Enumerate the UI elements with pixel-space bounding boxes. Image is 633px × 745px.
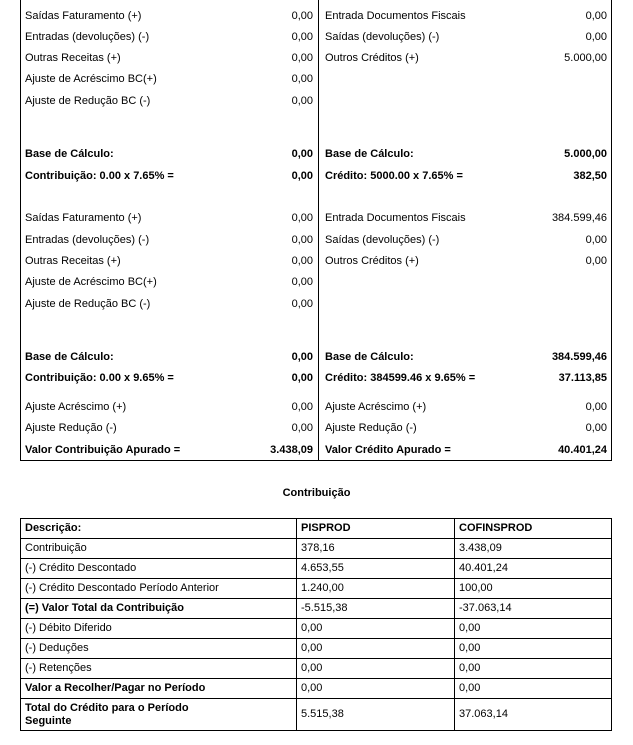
row-desc: Valor a Recolher/Pagar no Período (21, 679, 297, 699)
block-divider (318, 0, 319, 461)
adj-right-label-1: Ajuste Redução (-) (325, 422, 417, 434)
s1-credit-value: 382,50 (573, 170, 607, 182)
row-pis: 378,16 (297, 539, 455, 559)
adj-left-label-0: Ajuste Acréscimo (+) (25, 401, 127, 413)
row-desc: (-) Crédito Descontado Período Anterior (21, 579, 297, 599)
s2-right-value-0: 384.599,46 (551, 212, 607, 224)
row-desc: Contribuição (21, 539, 297, 559)
s2-credit-value: 37.113,85 (558, 372, 607, 384)
total-contribution-value: 3.438,09 (270, 444, 313, 456)
table-row (21, 559, 612, 579)
s1-left-label-0: Saídas Faturamento (+) (25, 10, 142, 22)
s2-right-value-2: 0,00 (585, 255, 607, 267)
s2-right-label-1: Saídas (devoluções) (-) (325, 234, 440, 246)
s2-left-value-1: 0,00 (291, 234, 313, 246)
row-cofins: 40.401,24 (455, 559, 612, 579)
s2-left-value-3: 0,00 (291, 276, 313, 288)
total-credit-value: 40.401,24 (558, 444, 607, 456)
row-desc: (=) Valor Total da Contribuição (21, 599, 297, 619)
row-cofins: -37.063,14 (455, 599, 612, 619)
adj-right-value-0: 0,00 (585, 401, 607, 413)
s1-contrib-label: Contribuição: 0.00 x 7.65% = (25, 170, 174, 182)
s2-base-left-label: Base de Cálculo: (25, 351, 114, 363)
s1-base-left-value: 0,00 (291, 148, 313, 160)
s1-left-label-2: Outras Receitas (+) (25, 52, 121, 64)
adj-left-value-1: 0,00 (291, 422, 313, 434)
total-credit-label: Valor Crédito Apurado = (325, 444, 451, 456)
s1-credit-label: Crédito: 5000.00 x 7.65% = (325, 170, 463, 182)
contribuicao-table (20, 518, 612, 731)
s1-right-value-1: 0,00 (585, 31, 607, 43)
row-cofins: 0,00 (455, 619, 612, 639)
row-cofins: 0,00 (455, 659, 612, 679)
row-desc: (-) Retenções (21, 659, 297, 679)
s1-right-value-0: 0,00 (585, 10, 607, 22)
s2-right-label-0: Entrada Documentos Fiscais (325, 212, 466, 224)
header-pisprod: PISPROD (297, 519, 455, 539)
block-bottom-border (20, 460, 612, 461)
table-row (21, 539, 612, 559)
contribuicao-title: Contribuição (282, 487, 351, 499)
s1-contrib-value: 0,00 (291, 170, 313, 182)
row-cofins: 100,00 (455, 579, 612, 599)
row-desc: (-) Crédito Descontado (21, 559, 297, 579)
s1-base-left-label: Base de Cálculo: (25, 148, 114, 160)
s1-left-label-3: Ajuste de Acréscimo BC(+) (25, 73, 157, 85)
row-cofins: 0,00 (455, 639, 612, 659)
header-cofinsprod: COFINSPROD (455, 519, 612, 539)
table-row (21, 659, 612, 679)
s1-left-value-3: 0,00 (291, 73, 313, 85)
s1-base-right-label: Base de Cálculo: (325, 148, 414, 160)
header-descricao: Descrição: (21, 519, 297, 539)
row-pis: -5.515,38 (297, 599, 455, 619)
s2-left-value-0: 0,00 (291, 212, 313, 224)
table-row (21, 599, 612, 619)
block-left-border (20, 0, 21, 461)
s2-left-label-2: Outras Receitas (+) (25, 255, 121, 267)
row-desc: (-) Deduções (21, 639, 297, 659)
row-cofins: 0,00 (455, 679, 612, 699)
adj-left-label-1: Ajuste Redução (-) (25, 422, 117, 434)
s1-left-value-1: 0,00 (291, 31, 313, 43)
s2-left-label-3: Ajuste de Acréscimo BC(+) (25, 276, 157, 288)
s2-left-label-4: Ajuste de Redução BC (-) (25, 298, 151, 310)
row-pis: 4.653,55 (297, 559, 455, 579)
row-pis: 0,00 (297, 639, 455, 659)
s2-contrib-label: Contribuição: 0.00 x 9.65% = (25, 372, 174, 384)
table-row (21, 639, 612, 659)
table-row (21, 699, 612, 731)
s2-base-right-value: 384.599,46 (551, 351, 607, 363)
s2-left-label-1: Entradas (devoluções) (-) (25, 234, 150, 246)
row-cofins: 37.063,14 (455, 699, 612, 731)
s1-right-label-1: Saídas (devoluções) (-) (325, 31, 440, 43)
s2-right-value-1: 0,00 (585, 234, 607, 246)
total-contribution-label: Valor Contribuição Apurado = (25, 444, 181, 456)
s1-right-label-0: Entrada Documentos Fiscais (325, 10, 466, 22)
row-desc: (-) Débito Diferido (21, 619, 297, 639)
row-cofins: 3.438,09 (455, 539, 612, 559)
s1-right-value-2: 5.000,00 (564, 52, 607, 64)
block-right-border (611, 0, 612, 461)
s1-left-label-1: Entradas (devoluções) (-) (25, 31, 150, 43)
s1-base-right-value: 5.000,00 (564, 148, 607, 160)
table-row (21, 679, 612, 699)
row-pis: 0,00 (297, 659, 455, 679)
table-row (21, 619, 612, 639)
row-pis: 5.515,38 (297, 699, 455, 731)
s2-left-label-0: Saídas Faturamento (+) (25, 212, 142, 224)
table-row (21, 579, 612, 599)
s1-left-value-2: 0,00 (291, 52, 313, 64)
s2-base-right-label: Base de Cálculo: (325, 351, 414, 363)
adj-right-label-0: Ajuste Acréscimo (+) (325, 401, 427, 413)
s1-right-label-2: Outros Créditos (+) (325, 52, 419, 64)
row-pis: 0,00 (297, 619, 455, 639)
s2-contrib-value: 0,00 (291, 372, 313, 384)
s2-credit-label: Crédito: 384599.46 x 9.65% = (325, 372, 476, 384)
adj-left-value-0: 0,00 (291, 401, 313, 413)
s2-base-left-value: 0,00 (291, 351, 313, 363)
s1-left-label-4: Ajuste de Redução BC (-) (25, 95, 151, 107)
row-desc: Total do Crédito para o Período Seguinte (21, 699, 297, 731)
table-header-row (21, 519, 612, 539)
s1-left-value-0: 0,00 (291, 10, 313, 22)
s2-left-value-2: 0,00 (291, 255, 313, 267)
row-pis: 0,00 (297, 679, 455, 699)
s2-left-value-4: 0,00 (291, 298, 313, 310)
s2-right-label-2: Outros Créditos (+) (325, 255, 419, 267)
row-pis: 1.240,00 (297, 579, 455, 599)
s1-left-value-4: 0,00 (291, 95, 313, 107)
adj-right-value-1: 0,00 (585, 422, 607, 434)
